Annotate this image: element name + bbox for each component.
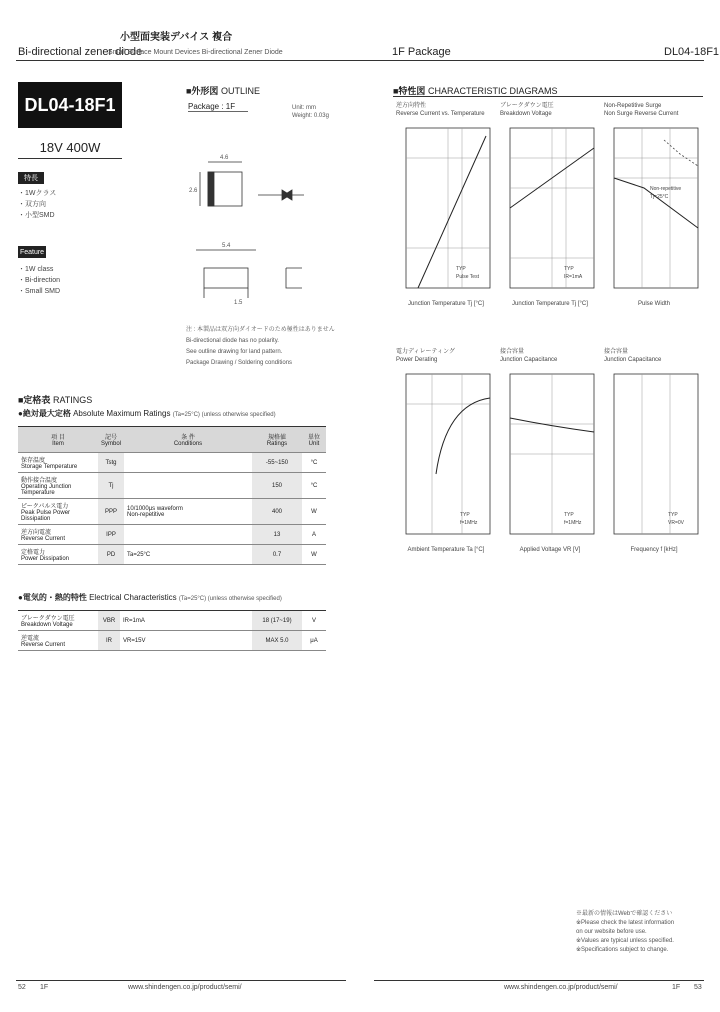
chart-xlabel: Applied Voltage VR [V]: [519, 547, 581, 553]
outline-heading: [186, 84, 260, 97]
header-en-subtitle: Small Surface Mount Devices Bi-directional Zener Diode: [108, 49, 283, 56]
table-row: [18, 499, 326, 525]
row-condition: [124, 453, 252, 473]
chart-plot: [396, 364, 496, 544]
row-symbol: IR: [98, 631, 120, 651]
chart-plot: [396, 118, 496, 298]
row-symbol: Tj: [98, 473, 124, 499]
legend-line: TYP: [668, 512, 678, 518]
svg-text:2.6: 2.6: [189, 188, 198, 194]
electrical-heading: [18, 592, 282, 603]
chart-breakdown-voltage: [500, 102, 600, 308]
header-conditions-en: Conditions: [173, 441, 203, 447]
footer-divider-right: [374, 980, 704, 981]
row-item-en: Storage Temperature: [21, 464, 78, 470]
outline-title-en: OUTLINE: [220, 86, 260, 96]
abs-max-condition: (Ta=25°C) (unless otherwise specified): [172, 412, 276, 418]
row-condition-2: Non-repetitive: [127, 511, 165, 518]
spec-rating: 18V 400W: [18, 140, 122, 159]
row-item: 逆方向電流: [21, 530, 52, 536]
row-rating: 0.7: [252, 545, 302, 565]
footnote-line: ※Please check the latest information: [576, 920, 675, 926]
row-item-en: Operating Junction Temperature: [21, 484, 72, 496]
svg-text:5.4: 5.4: [222, 243, 231, 249]
chart-title-en: Junction Capacitance: [500, 357, 558, 363]
electrical-title-en: Electrical Characteristics: [89, 593, 177, 602]
row-rating: 13: [252, 525, 302, 545]
features-jp-list: [18, 188, 56, 221]
row-item-en: Power Dissipation: [21, 556, 70, 562]
ratings-title-en: RATINGS: [52, 395, 93, 405]
header-symbol-en: Symbol: [101, 441, 122, 447]
svg-text:4.6: 4.6: [220, 155, 229, 161]
features-en-tag: Feature: [18, 246, 46, 258]
row-unit: A: [302, 525, 326, 545]
legend-line: Tj=25°C: [650, 194, 669, 200]
row-unit: °C: [302, 473, 326, 499]
chart-title-en: Power Derating: [396, 357, 438, 363]
row-condition: 10/1000μs waveform: [127, 505, 183, 512]
row-condition: [124, 473, 252, 499]
row-item-en: Reverse Current: [21, 536, 66, 542]
row-rating: 150: [252, 473, 302, 499]
legend-line: TYP: [460, 512, 470, 518]
chart-plot: [604, 364, 704, 544]
row-condition: VR=15V: [120, 631, 252, 651]
weight-note: Weight: 0.03g: [292, 113, 329, 119]
abs-max-title-en: Absolute Maximum Ratings: [73, 409, 171, 418]
ratings-title-jp: ■定格表: [18, 395, 51, 405]
features-en-list: [18, 264, 60, 297]
chart-xlabel: Junction Temperature Tj [°C]: [512, 301, 588, 307]
table-header-row: [18, 427, 326, 453]
row-item: ピークパルス電力: [21, 504, 69, 510]
footnote-line: ※最新の情報はWebで確認ください: [576, 911, 673, 917]
abs-max-heading: [18, 408, 276, 419]
reverse-current-curve: [418, 136, 486, 288]
row-symbol: VBR: [98, 611, 120, 631]
header-en-title: Bi-directional zener diode: [18, 46, 143, 58]
row-rating: 18 (17~19): [252, 611, 302, 631]
table-row: [18, 473, 326, 499]
table-row: [18, 545, 326, 565]
table-row: [18, 525, 326, 545]
feature-item: ・Small SMD: [18, 288, 61, 295]
outline-unit-note: [292, 104, 329, 120]
diagrams-title-jp: ■特性図: [393, 86, 426, 96]
row-item: ブレークダウン電圧: [21, 616, 75, 622]
row-item-en: Peak Pulse Power Dissipation: [21, 510, 71, 522]
row-symbol: IPP: [98, 525, 124, 545]
diagrams-title-en: CHARACTERISTIC DIAGRAMS: [427, 86, 558, 96]
row-condition: IR=1mA: [120, 611, 252, 631]
row-unit: V: [302, 611, 326, 631]
chart-capacitance-frequency: [604, 348, 704, 554]
row-item-en: Breakdown Voltage: [21, 622, 73, 628]
legend-line: IR=1mA: [564, 274, 583, 280]
package-side-view: [204, 268, 248, 288]
chart-xlabel: Junction Temperature Tj [°C]: [408, 301, 484, 307]
header-symbol: 記号: [105, 435, 118, 441]
legend-line: f=1MHz: [460, 520, 478, 526]
unit-note: Unit: mm: [292, 105, 316, 111]
outline-note-line: See outline drawing for land pattern.: [186, 349, 283, 355]
diagrams-divider: [393, 96, 703, 97]
feature-item: ・双方向: [18, 201, 46, 208]
footer-url-left[interactable]: www.shindengen.co.jp/product/semi/: [128, 984, 242, 991]
chart-title-en: Non Surge Reverse Current: [604, 111, 679, 117]
table-row: [18, 611, 326, 631]
row-rating: 400: [252, 499, 302, 525]
legend-line: Non-repetitive: [650, 186, 682, 192]
footer-divider-left: [16, 980, 346, 981]
row-condition: [124, 525, 252, 545]
chart-title-en: Junction Capacitance: [604, 357, 662, 363]
legend-line: TYP: [564, 266, 574, 272]
outline-drawing: [186, 150, 336, 310]
legend-line: TYP: [456, 266, 466, 272]
chart-title-jp: 電力ディレーティング: [396, 349, 455, 355]
chart-capacitance-voltage: [500, 348, 600, 554]
row-rating: MAX 5.0: [252, 631, 302, 651]
row-item: 動作接合温度: [21, 478, 58, 484]
abs-max-title-jp: ●絶対最大定格: [18, 409, 71, 418]
row-unit: W: [302, 545, 326, 565]
footnote-line: ※Specifications subject to change.: [576, 947, 669, 953]
ratings-table: [18, 426, 326, 565]
outline-note-line: Package Drawing / Soldering conditions: [186, 360, 293, 366]
outline-title-jp: ■外形図: [186, 86, 219, 96]
footer-url-right[interactable]: www.shindengen.co.jp/product/semi/: [504, 984, 618, 991]
legend-line: VR=0V: [668, 520, 684, 526]
row-unit: W: [302, 499, 326, 525]
row-symbol: PD: [98, 545, 124, 565]
derating-curve: [436, 398, 490, 474]
chart-title-en: Reverse Current vs. Temperature: [396, 111, 485, 117]
header-package: 1F Package: [392, 46, 451, 58]
header-ratings: 規格値: [267, 435, 286, 441]
chart-surge: [604, 102, 704, 308]
row-item: 逆電流: [21, 636, 40, 642]
feature-item: ・Bi-direction: [18, 277, 61, 284]
ratings-heading: [18, 393, 92, 406]
cathode-band: [208, 172, 214, 206]
chart-plot: [500, 364, 600, 544]
header-conditions: 条 件: [181, 435, 195, 441]
feature-item: ・1W class: [18, 266, 54, 273]
header-item: 項 目: [51, 435, 65, 441]
chart-plot: [500, 118, 600, 298]
header-item-en: Item: [52, 441, 64, 447]
chart-title-jp: 逆方向特性: [396, 103, 427, 109]
chart-title-jp: 接合容量: [500, 349, 525, 355]
row-symbol: Tstg: [98, 453, 124, 473]
legend-line: TYP: [564, 512, 574, 518]
row-item-en: Reverse Current: [21, 642, 66, 648]
header-jp-title: 小型面実装デバイス 複合: [120, 32, 233, 43]
feature-item: ・1Wクラス: [18, 190, 57, 197]
electrical-table: [18, 610, 326, 651]
footnotes: [576, 910, 674, 955]
features-jp-tag: 特長: [18, 172, 44, 184]
footer-mark-left: 1F: [40, 984, 49, 991]
legend-line: f=1MHz: [564, 520, 582, 526]
header-divider: [16, 60, 704, 61]
chart-power-derating: [396, 348, 496, 554]
chart-reverse-current: [396, 102, 496, 308]
package-label: Package : 1F: [188, 102, 248, 112]
chart-plot: [604, 118, 704, 298]
row-condition: Ta=25°C: [124, 545, 252, 565]
table-row: [18, 631, 326, 651]
feature-item: ・小型SMD: [18, 212, 55, 219]
chart-title-jp: ブレークダウン電圧: [500, 103, 554, 109]
electrical-title-jp: ●電気的・熱的特性: [18, 593, 87, 602]
header-unit-en: Unit: [308, 441, 320, 447]
outline-notes: [186, 325, 335, 369]
row-unit: °C: [302, 453, 326, 473]
row-item: 定格電力: [21, 550, 46, 556]
chart-xlabel: Frequency f [kHz]: [630, 547, 678, 553]
chart-title-jp: Non-Repetitive Surge: [604, 103, 662, 109]
part-number-box: DL04-18F1: [18, 82, 122, 128]
row-symbol: PPP: [98, 499, 124, 525]
header-part-number: DL04-18F1: [664, 46, 720, 58]
header-ratings-en: Ratings: [266, 441, 288, 447]
header-unit: 単位: [307, 435, 320, 441]
legend-line: Pulse Test: [456, 274, 479, 280]
footer-mark-right: 1F: [672, 984, 681, 991]
row-unit: μA: [302, 631, 326, 651]
chart-title-jp: 接合容量: [604, 349, 629, 355]
table-row: [18, 453, 326, 473]
footer-page-left: 52: [18, 984, 26, 991]
chart-title-en: Breakdown Voltage: [500, 111, 552, 117]
footer-page-right: 53: [694, 984, 702, 991]
electrical-condition: (Ta=25°C) (unless otherwise specified): [178, 596, 282, 602]
row-rating: -55~150: [252, 453, 302, 473]
svg-text:1.5: 1.5: [234, 300, 243, 306]
footnote-line: on our website before use.: [576, 929, 647, 935]
outline-note-line: 注 : 本製品は双方向ダイオードのため極性はありません: [186, 327, 335, 333]
footnote-line: ※Values are typical unless specified.: [576, 938, 674, 944]
chart-xlabel: Pulse Width: [637, 301, 670, 307]
outline-note-line: Bi-directional diode has no polarity.: [186, 338, 279, 344]
chart-xlabel: Ambient Temperature Ta [°C]: [407, 547, 485, 553]
row-item: 保存温度: [21, 458, 46, 464]
